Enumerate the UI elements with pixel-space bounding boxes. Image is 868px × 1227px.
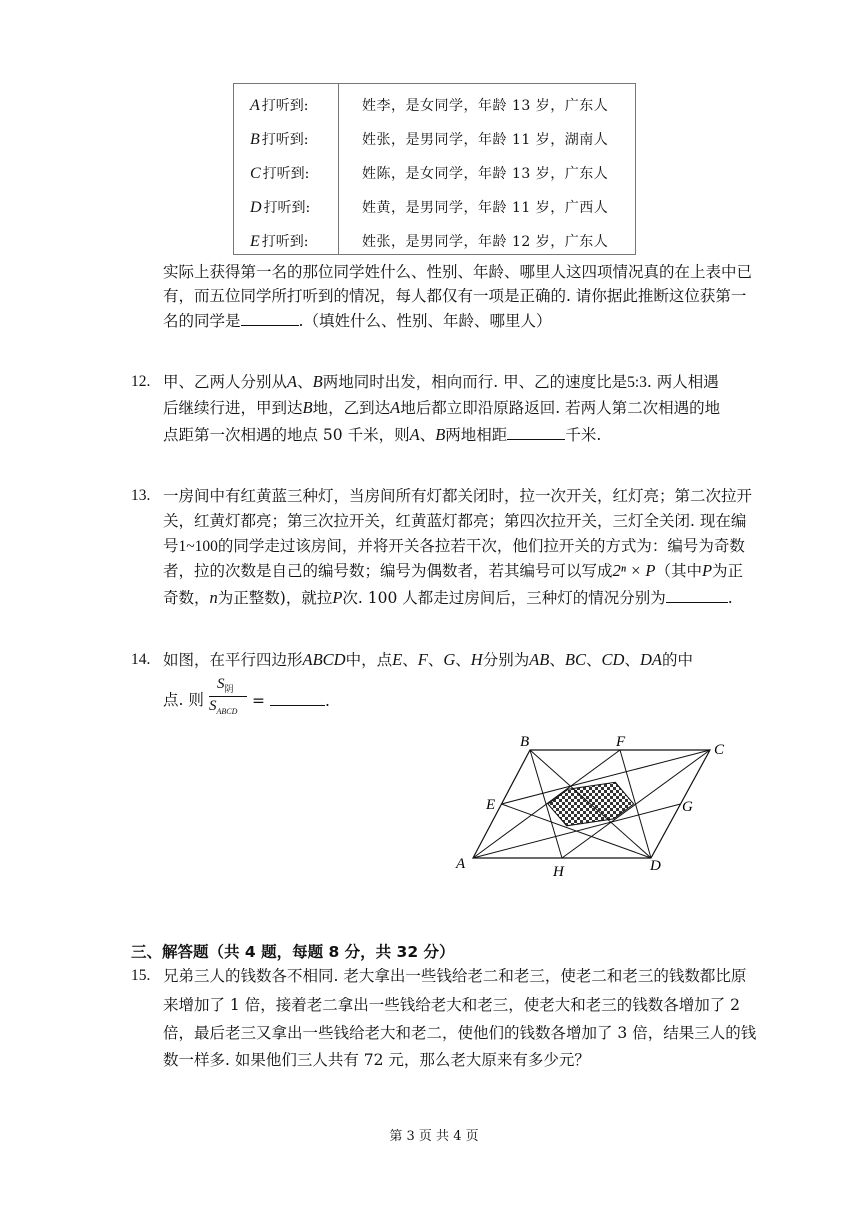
table-row <box>234 189 637 223</box>
q14-line-2-answer: = . <box>252 692 330 710</box>
label-g: G <box>682 799 693 815</box>
q11-line-2: 有，而五位同学所打听到的情况，每人都仅有一项是正确的. 请你据此推断这位获第一 <box>163 287 747 305</box>
q13-number: 13. <box>131 487 151 504</box>
q13-line-1: 一房间中有红黄蓝三种灯，当房间所有灯都关闭时，拉一次开关，红灯亮；第二次拉开 <box>163 487 753 505</box>
q12-number: 12. <box>131 373 151 390</box>
label-d: D <box>650 858 661 874</box>
q12-line-2: 后继续行进，甲到达B地，乙到达A地后都立即沿原路返回. 若两人第二次相遇的地 <box>163 398 721 417</box>
label-h: H <box>553 864 564 880</box>
row-person-label: B 打听到: <box>250 131 309 148</box>
section-heading: 三、解答题（共 4 题，每题 8 分，共 32 分） <box>131 943 455 961</box>
q15-number: 15. <box>131 967 151 984</box>
label-b: B <box>520 734 530 750</box>
row-person-label: C 打听到: <box>250 165 310 182</box>
answer-blank <box>241 310 299 326</box>
label-e: E <box>486 797 496 813</box>
fraction-bar <box>209 696 247 697</box>
area-ratio-fraction <box>209 676 247 716</box>
table-row <box>234 87 637 121</box>
label-a: A <box>456 856 466 872</box>
row-fact: 姓陈，是女同学，年龄 13 岁，广东人 <box>362 166 609 182</box>
q14-line-1: 如图，在平行四边形ABCD中，点E、F、G、H分别为AB、BC、CD、DA的中 <box>163 650 693 669</box>
q12-line-3: 点距第一次相遇的地点 50 千米，则A、B两地相距 千米. <box>163 425 602 444</box>
fraction-numerator: $S_阴$ <box>217 676 234 695</box>
row-fact: 姓李，是女同学，年龄 13 岁，广东人 <box>362 98 609 114</box>
q13-line-2: 关，红黄灯都亮；第三次拉开关，红黄蓝灯都亮；第四次拉开关，三灯全关闭. 现在编 <box>163 512 747 530</box>
q15-line-3: 倍，最后老三又拿出一些钱给老大和老二，使他们的钱数各增加了 3 倍，结果三人的钱 <box>163 1024 757 1042</box>
q15-line-1: 兄弟三人的钱数各不相同. 老大拿出一些钱给老二和老三，使老二和老三的钱数都比原 <box>163 967 747 985</box>
table-row <box>234 155 637 189</box>
q13-line-4: 者，拉的次数是自己的编号数；编号为偶数者，若其编号可以写成2ⁿ × P（其中P为正 <box>163 561 744 580</box>
q13-line-3: 号1~100的同学走过该房间，并将开关各拉若干次，他们拉开关的方式为：编号为奇数 <box>163 537 745 555</box>
q11-line-1: 实际上获得第一名的那位同学姓什么、性别、年龄、哪里人这四项情况真的在上表中已 <box>163 263 753 281</box>
label-c: C <box>714 742 725 758</box>
table-row <box>234 223 637 257</box>
q13-line-5: 奇数，n为正整数)，就拉P次. 100 人都走过房间后，三种灯的情况分别为 . <box>163 588 733 607</box>
parallelogram-figure <box>448 730 738 880</box>
label-f: F <box>616 734 626 750</box>
fraction-denominator: $S_{ABCD}$ <box>209 698 238 716</box>
clue-table <box>233 83 636 255</box>
answer-blank <box>666 587 728 603</box>
row-fact: 姓黄，是男同学，年龄 11 岁，广西人 <box>362 200 609 216</box>
row-person-label: D 打听到: <box>250 199 311 216</box>
q12-line-1: 甲、乙两人分别从A、B两地同时出发，相向而行. 甲、乙的速度比是5:3. 两人相遇 <box>163 372 719 391</box>
answer-blank <box>507 424 565 440</box>
row-fact: 姓张，是男同学，年龄 11 岁，湖南人 <box>362 132 609 148</box>
table-row <box>234 121 637 155</box>
q14-number: 14. <box>131 651 151 668</box>
q14-line-2-prefix: 点. 则 <box>163 691 204 709</box>
q15-line-4: 数一样多. 如果他们三人共有 72 元，那么老大原来有多少元？ <box>163 1051 590 1069</box>
answer-blank <box>270 690 325 706</box>
page-footer: 第 3 页 共 4 页 <box>389 1129 479 1144</box>
q15-line-2: 来增加了 1 倍，接着老二拿出一些钱给老大和老三，使老大和老三的钱数各增加了 2 <box>163 996 741 1014</box>
q11-line-3: 名的同学是 .（填姓什么、性别、年龄、哪里人） <box>163 312 552 330</box>
row-person-label: E 打听到: <box>250 233 309 250</box>
row-person-label: A 打听到: <box>250 97 309 114</box>
row-fact: 姓张，是男同学，年龄 12 岁，广东人 <box>362 234 609 250</box>
